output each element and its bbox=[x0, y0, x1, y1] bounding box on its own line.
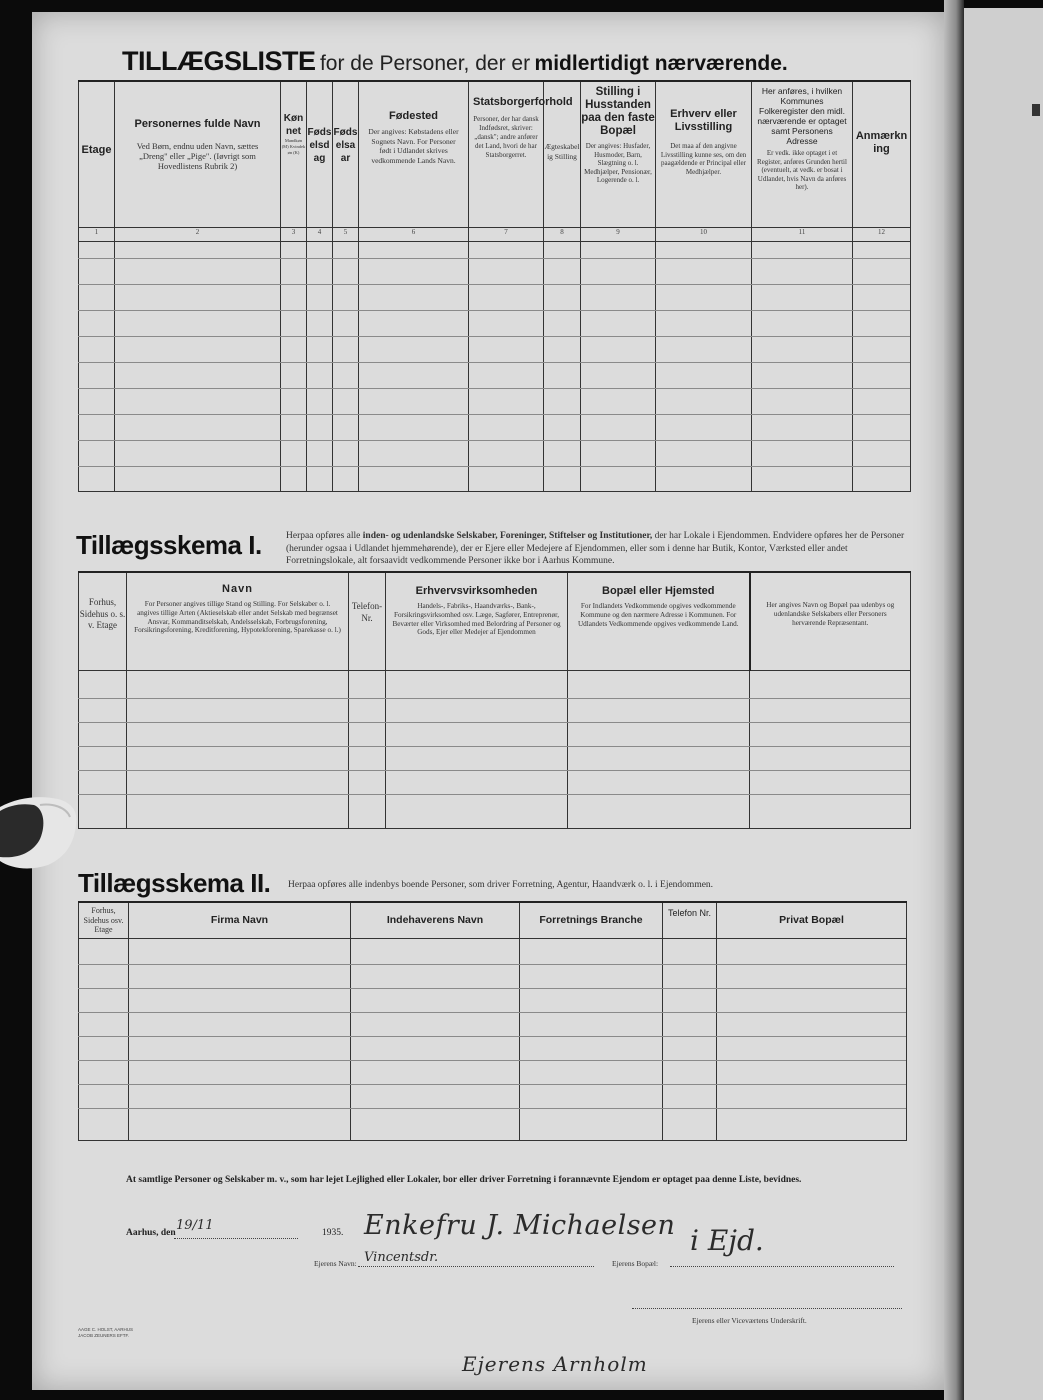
rule-line bbox=[78, 1084, 906, 1085]
col-name bbox=[115, 81, 281, 227]
supplement-list-table bbox=[78, 80, 911, 492]
col-head-7: Statsborgerforhold bbox=[473, 96, 573, 108]
owner-address-label: Ejerens Bopæl: bbox=[612, 1259, 659, 1268]
owner-address-handwritten: i Ejd. bbox=[690, 1224, 764, 1257]
schema2-intro: Herpaa opføres alle indenbys boende Personer, som driver Forretning, Agentur, Haandværk o. l. i Ejendommen. bbox=[288, 880, 714, 890]
col-sub-11: Er vedk. ikke optaget i et Register, anføres Grunden hertil (eventuelt, at vedk. er bosat i Udlandet, hvis Navn da anføres her). bbox=[757, 149, 847, 191]
col-num-1: 1 bbox=[79, 227, 115, 241]
s1-col-head-5: Bopæl eller Hjemsted bbox=[602, 585, 715, 597]
schema1-intro-lead: Herpaa opføres alle bbox=[286, 531, 361, 541]
s1-col-sub-2: For Personer angives tillige Stand og Stilling. For Selskaber o. l. angives tillige Arten (Aktieselskab eller andet Selskab med begrænset Ansvar, Kommanditselskab, Andelsselskab, Forbrugsforening, Forsikringsforening, Kreditforening, Hypotekforening, Sparekasse o. l.) bbox=[134, 600, 341, 635]
col-remarks bbox=[853, 81, 911, 227]
owner-name-handwritten: Vincentsdr. bbox=[364, 1250, 439, 1265]
rule-line bbox=[78, 362, 910, 363]
schema1-table bbox=[78, 571, 911, 829]
adjacent-page bbox=[964, 8, 1043, 1400]
rule-line bbox=[78, 964, 906, 965]
col-num-12: 12 bbox=[853, 227, 911, 241]
col-head-10: Erhverv eller Livsstilling bbox=[670, 108, 737, 133]
rule-line bbox=[78, 336, 910, 337]
schema2-table bbox=[78, 901, 907, 1141]
col-gender bbox=[281, 81, 307, 227]
col-head-4: Fødselsdag bbox=[307, 127, 332, 164]
col-sub-7: Personer, der har dansk Indfødsret, skriver: „dansk"; andre anfører det Land, hvori de har Statsborgerret. bbox=[473, 115, 539, 159]
col-num-6: 6 bbox=[359, 227, 469, 241]
printer-imprint: AAGE C. HOLST, AARHUS JACOB ZEUNERS EFTF. bbox=[78, 1327, 134, 1338]
schema2-title: Tillægsskema II. bbox=[78, 868, 271, 898]
s1-col-head-1: Forhus, Sidehus o. s. v. Etage bbox=[79, 597, 126, 630]
s2-col-firm bbox=[129, 902, 351, 938]
s1-col-business bbox=[386, 572, 568, 670]
s1-col-head-3: Telefon-Nr. bbox=[351, 601, 383, 623]
title-regular: for de Personer, der er bbox=[319, 52, 531, 75]
rule-line bbox=[78, 440, 910, 441]
s1-col-residence bbox=[568, 572, 750, 670]
owner-address-dotted-line bbox=[670, 1266, 894, 1267]
col-sub-3: Mandkøn (M) Kvindekøn (K) bbox=[281, 138, 306, 155]
col-head-11: Her anføres, i hvilken Kommunes Folkeregister den midl. nærværende er optaget samt Personens Adresse bbox=[757, 86, 847, 146]
col-birthyear bbox=[333, 81, 359, 227]
date-dotted-line bbox=[174, 1238, 298, 1239]
rule-line bbox=[78, 1012, 906, 1013]
title-bold-2: midlertidigt nærværende. bbox=[534, 52, 788, 75]
table-row bbox=[79, 938, 907, 1141]
s1-col-sub-6: Her angives Navn og Bopæl paa udenbys og udenlandske Selskabers eller Personers herværende Repræsentant. bbox=[766, 601, 895, 627]
owner-name-dotted-line bbox=[358, 1266, 594, 1267]
col-num-5: 5 bbox=[333, 227, 359, 241]
s1-col-representative bbox=[750, 572, 911, 670]
supplement-list-title bbox=[122, 46, 788, 77]
col-sub-9: Der angives: Husfader, Husmoder, Barn, Slægtning o. l. Medhjælper, Pensionær, Logerende o. l. bbox=[584, 142, 652, 184]
col-head-3: Kønnet bbox=[283, 113, 304, 137]
col-num-7: 7 bbox=[469, 227, 544, 241]
rule-line bbox=[78, 746, 910, 747]
col-head-1: Etage bbox=[81, 144, 112, 156]
schema1-intro bbox=[286, 530, 914, 568]
owner-name-label: Ejerens Navn: bbox=[314, 1259, 357, 1268]
rule-line bbox=[78, 722, 910, 723]
col-num-4: 4 bbox=[307, 227, 333, 241]
col-occupation bbox=[656, 81, 752, 227]
col-sub-6: Der angives: Købstadens eller Sognets Navn. For Personer født i Udlandet skrives vedkommende Lands Navn. bbox=[368, 127, 459, 165]
col-num-3: 3 bbox=[281, 227, 307, 241]
s2-col-address bbox=[717, 902, 907, 938]
rule-line bbox=[78, 466, 910, 467]
col-head-6: Fødested bbox=[389, 110, 438, 122]
rule-line bbox=[78, 258, 910, 259]
s2-col-head-2: Firma Navn bbox=[210, 914, 269, 926]
col-num-9: 9 bbox=[581, 227, 656, 241]
rule-line bbox=[78, 388, 910, 389]
s2-col-owner bbox=[351, 902, 520, 938]
rule-line bbox=[78, 1036, 906, 1037]
col-head-5: Fødselsaar bbox=[333, 127, 358, 164]
col-sub-10: Det maa af den angivne Livsstilling kunne ses, om den paagældende er Principal eller Medhjælper. bbox=[660, 142, 747, 176]
schema1-intro-bold: inden- og udenlandske Selskaber, Foreninger, Stiftelser og Institutioner, bbox=[362, 531, 653, 541]
s1-col-name bbox=[127, 572, 349, 670]
col-head-2: Personernes fulde Navn bbox=[134, 118, 261, 130]
table-row bbox=[79, 670, 911, 829]
s1-col-phone bbox=[349, 572, 386, 670]
caretaker-dotted-line bbox=[632, 1308, 902, 1309]
s2-col-branch bbox=[520, 902, 663, 938]
place-label: Aarhus, den bbox=[126, 1228, 176, 1238]
col-birthday bbox=[307, 81, 333, 227]
rule-line bbox=[78, 1060, 906, 1061]
s1-col-head-2: Navn bbox=[222, 583, 253, 595]
rule-line bbox=[78, 1108, 906, 1109]
col-etage bbox=[79, 81, 115, 227]
col-head-9: Stilling i Husstanden paa den faste Bopæl bbox=[581, 86, 655, 137]
col-num-2: 2 bbox=[115, 227, 281, 241]
title-bold-1: TILLÆGSLISTE bbox=[122, 46, 316, 76]
s2-col-head-3: Indehaverens Navn bbox=[386, 914, 484, 926]
s2-col-phone bbox=[663, 902, 717, 938]
s2-col-head-4: Forretnings Branche bbox=[539, 914, 643, 926]
rule-line bbox=[78, 794, 910, 795]
year-label: 1935. bbox=[322, 1228, 344, 1238]
s1-col-sub-5: For Indlandets Vedkommende opgives vedkommende Kommune og den nærmere Adresse i Kommunen. For Udlandets Vedkommende opgives vedkommende Land. bbox=[577, 602, 739, 628]
rule-line bbox=[78, 310, 910, 311]
col-sub-2: Ved Børn, endnu uden Navn, sættes „Dreng" eller „Pige". (Iøvrigt som Hovedlistens Rubrik 2) bbox=[136, 141, 259, 171]
declaration-text: At samtlige Personer og Selskaber m. v., som har lejet Lejlighed eller Lokaler, bor eller driver Forretning i forannævnte Ejendom er optaget paa denne Liste, bevidnes. bbox=[126, 1175, 802, 1185]
caretaker-signature: Ejerens Arnholm bbox=[462, 1352, 648, 1376]
s1-col-head-4: Erhvervsvirksomheden bbox=[415, 585, 538, 597]
rule-line bbox=[78, 284, 910, 285]
owner-signature: Enkefru J. Michaelsen bbox=[364, 1210, 676, 1241]
col-birthplace bbox=[359, 81, 469, 227]
form-page bbox=[32, 12, 944, 1390]
date-handwritten: 19/11 bbox=[176, 1218, 214, 1233]
s1-col-floor bbox=[79, 572, 127, 670]
caretaker-label: Ejerens eller Viceværtens Underskrift. bbox=[692, 1316, 807, 1325]
schema1-title: Tillægsskema I. bbox=[76, 530, 262, 560]
col-num-8: 8 bbox=[544, 227, 581, 241]
col-registry bbox=[752, 81, 853, 227]
col-head-12: Anmærkning bbox=[855, 130, 908, 155]
col-num-10: 10 bbox=[656, 227, 752, 241]
book-spine bbox=[944, 0, 964, 1400]
rule-line bbox=[78, 698, 910, 699]
rule-line bbox=[78, 770, 910, 771]
table-row bbox=[79, 241, 911, 492]
col-head-8: Ægteskabelig Stilling bbox=[544, 142, 580, 161]
schema1-intro-rest: der har Lokale i Ejendommen. Endvidere opføres her de Personer (herunder ogsaa i Udlandet hjemmehørende), der er Ejere eller Medejere af Ejendommen, eller som i denne har Butik, Kontor, Værksted eller andet Forretningslokale, alt forsaavidt vedkommende Personer ikke bor i Aarhus Kommune. bbox=[286, 531, 905, 566]
col-household bbox=[581, 81, 656, 227]
s2-col-floor bbox=[79, 902, 129, 938]
rule-line bbox=[78, 414, 910, 415]
s2-col-head-1: Forhus, Sidehus osv. Etage bbox=[83, 906, 124, 934]
s2-col-head-6: Privat Bopæl bbox=[779, 914, 844, 926]
rule-line bbox=[78, 988, 906, 989]
s2-col-head-5: Telefon Nr. bbox=[667, 908, 712, 918]
thumb-image bbox=[0, 795, 80, 873]
col-num-11: 11 bbox=[752, 227, 853, 241]
s1-col-sub-4: Handels-, Fabriks-, Haandværks-, Bank-, Forsikringsvirksomhed osv. Læge, Sagfører, Entreprenør, Beværter eller Virksomhed med Belordring af Personer og Gods, Ejer eller Medejer af Ejendommen bbox=[392, 602, 561, 637]
